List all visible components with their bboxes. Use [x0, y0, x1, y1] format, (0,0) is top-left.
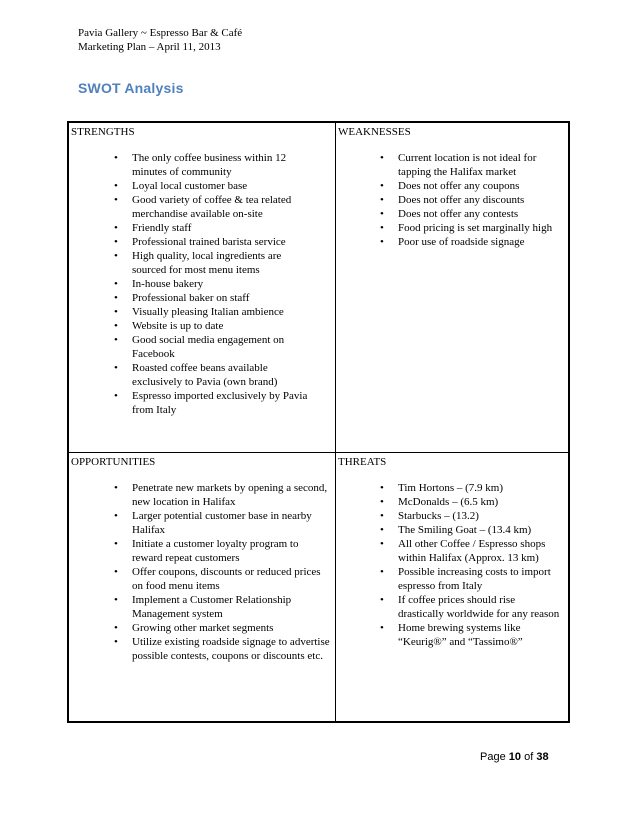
list-item	[380, 179, 560, 193]
list-item	[114, 361, 312, 389]
list-item	[114, 151, 312, 179]
total-pages: 38	[536, 751, 549, 763]
bullet-icon: •	[380, 152, 384, 164]
threats-heading: THREATS	[338, 456, 387, 468]
bullet-icon: •	[114, 152, 118, 164]
strengths-cell	[69, 123, 335, 452]
list-item-text: Does not offer any contests	[398, 208, 519, 220]
bullet-icon: •	[114, 636, 118, 648]
header-line-1: Pavia Gallery ~ Espresso Bar & Café	[78, 27, 243, 39]
bullet-icon: •	[380, 566, 384, 578]
list-item	[380, 537, 560, 565]
bullet-icon: •	[114, 390, 118, 402]
bullet-icon: •	[114, 594, 118, 606]
list-item	[380, 495, 560, 509]
weaknesses-heading: WEAKNESSES	[338, 126, 411, 138]
list-item	[380, 221, 560, 235]
list-item-text: All other Coffee / Espresso shops within Halifax (Approx. 13 km)	[398, 538, 546, 564]
bullet-icon: •	[114, 194, 118, 206]
list-item	[114, 193, 312, 221]
list-item	[380, 621, 560, 649]
page-title: SWOT Analysis	[78, 80, 184, 96]
bullet-icon: •	[380, 622, 384, 634]
page-footer	[480, 751, 549, 763]
list-item-text: Good social media engagement on Facebook	[132, 334, 285, 360]
list-item	[380, 523, 560, 537]
list-item	[114, 333, 312, 361]
bullet-icon: •	[380, 496, 384, 508]
bullet-icon: •	[380, 180, 384, 192]
list-item-text: Current location is not ideal for tapping the Halifax market	[398, 152, 537, 178]
list-item	[114, 221, 312, 235]
list-item	[114, 481, 330, 509]
list-item	[114, 565, 330, 593]
page-label: Page	[480, 751, 506, 763]
list-item	[114, 621, 330, 635]
bullet-icon: •	[114, 180, 118, 192]
list-item-text: The only coffee business within 12 minutes of community	[132, 152, 287, 178]
opportunities-heading: OPPORTUNITIES	[71, 456, 156, 468]
list-item	[114, 305, 312, 319]
list-item-text: Visually pleasing Italian ambience	[132, 306, 284, 318]
strengths-heading: STRENGTHS	[71, 126, 135, 138]
list-item-text: Food pricing is set marginally high	[398, 222, 553, 234]
opportunities-cell	[69, 453, 335, 721]
list-item-text: Implement a Customer Relationship Management system	[132, 594, 292, 620]
list-item-text: Does not offer any discounts	[398, 194, 525, 206]
list-item-text: Website is up to date	[132, 320, 224, 332]
threats-cell	[336, 453, 568, 721]
list-item-text: Penetrate new markets by opening a second, new location in Halifax	[132, 482, 328, 508]
weaknesses-list	[380, 151, 560, 249]
bullet-icon: •	[114, 566, 118, 578]
page-number: 10	[508, 751, 522, 763]
list-item	[380, 235, 560, 249]
list-item	[114, 179, 312, 193]
bullet-icon: •	[380, 236, 384, 248]
list-item	[380, 207, 560, 221]
bullet-icon: •	[380, 194, 384, 206]
list-item-text: If coffee prices should rise drastically worldwide for any reason	[398, 594, 560, 620]
list-item-text: Roasted coffee beans available exclusively to Pavia (own brand)	[132, 362, 278, 388]
bullet-icon: •	[114, 362, 118, 374]
list-item-text: Home brewing systems like “Keurig®” and “Tassimo®”	[398, 622, 523, 648]
bullet-icon: •	[380, 594, 384, 606]
list-item-text: Initiate a customer loyalty program to reward repeat customers	[132, 538, 299, 564]
weaknesses-cell	[336, 123, 568, 452]
list-item-text: Poor use of roadside signage	[398, 236, 525, 248]
list-item-text: Good variety of coffee & tea related merchandise available on-site	[132, 194, 292, 220]
list-item-text: McDonalds – (6.5 km)	[398, 496, 499, 508]
bullet-icon: •	[114, 306, 118, 318]
bullet-icon: •	[380, 524, 384, 536]
list-item-text: Professional baker on staff	[132, 292, 250, 304]
bullet-icon: •	[380, 222, 384, 234]
bullet-icon: •	[114, 482, 118, 494]
list-item	[114, 593, 330, 621]
list-item-text: Growing other market segments	[132, 622, 274, 634]
strengths-list	[114, 151, 312, 417]
bullet-icon: •	[114, 236, 118, 248]
list-item-text: Starbucks – (13.2)	[398, 510, 479, 522]
bullet-icon: •	[380, 510, 384, 522]
list-item	[380, 509, 560, 523]
list-item-text: In-house bakery	[132, 278, 204, 290]
bullet-icon: •	[114, 320, 118, 332]
list-item-text: Does not offer any coupons	[398, 180, 520, 192]
list-item-text: Loyal local customer base	[132, 180, 248, 192]
list-item	[380, 481, 560, 495]
list-item-text: Utilize existing roadside signage to advertise possible contests, coupons or discounts etc.	[132, 636, 330, 662]
list-item-text: Offer coupons, discounts or reduced prices on food menu items	[132, 566, 321, 592]
list-item	[380, 193, 560, 207]
list-item-text: High quality, local ingredients are sourced for most menu items	[132, 250, 282, 276]
list-item	[114, 537, 330, 565]
threats-list	[380, 481, 560, 649]
bullet-icon: •	[380, 482, 384, 494]
list-item-text: Espresso imported exclusively by Pavia from Italy	[132, 390, 308, 416]
header-line-2: Marketing Plan – April 11, 2013	[78, 41, 221, 53]
bullet-icon: •	[114, 334, 118, 346]
bullet-icon: •	[114, 222, 118, 234]
list-item-text: Professional trained barista service	[132, 236, 286, 248]
list-item-text: Tim Hortons – (7.9 km)	[398, 482, 504, 494]
of-label: of	[524, 751, 534, 763]
document-header	[78, 26, 242, 54]
opportunities-list	[114, 481, 330, 663]
bullet-icon: •	[114, 622, 118, 634]
bullet-icon: •	[380, 208, 384, 220]
list-item	[114, 389, 312, 417]
bullet-icon: •	[114, 250, 118, 262]
list-item-text: Friendly staff	[132, 222, 192, 234]
bullet-icon: •	[114, 510, 118, 522]
bullet-icon: •	[380, 538, 384, 550]
list-item-text: The Smiling Goat – (13.4 km)	[398, 524, 532, 536]
bullet-icon: •	[114, 292, 118, 304]
list-item	[114, 291, 312, 305]
list-item	[114, 277, 312, 291]
bullet-icon: •	[114, 278, 118, 290]
list-item	[380, 593, 560, 621]
list-item	[380, 151, 560, 179]
list-item	[114, 235, 312, 249]
swot-table	[67, 121, 570, 723]
list-item	[114, 635, 330, 663]
list-item-text: Larger potential customer base in nearby Halifax	[132, 510, 312, 536]
list-item	[114, 509, 330, 537]
list-item-text: Possible increasing costs to import espresso from Italy	[398, 566, 551, 592]
bullet-icon: •	[114, 538, 118, 550]
list-item	[114, 249, 312, 277]
list-item	[114, 319, 312, 333]
list-item	[380, 565, 560, 593]
